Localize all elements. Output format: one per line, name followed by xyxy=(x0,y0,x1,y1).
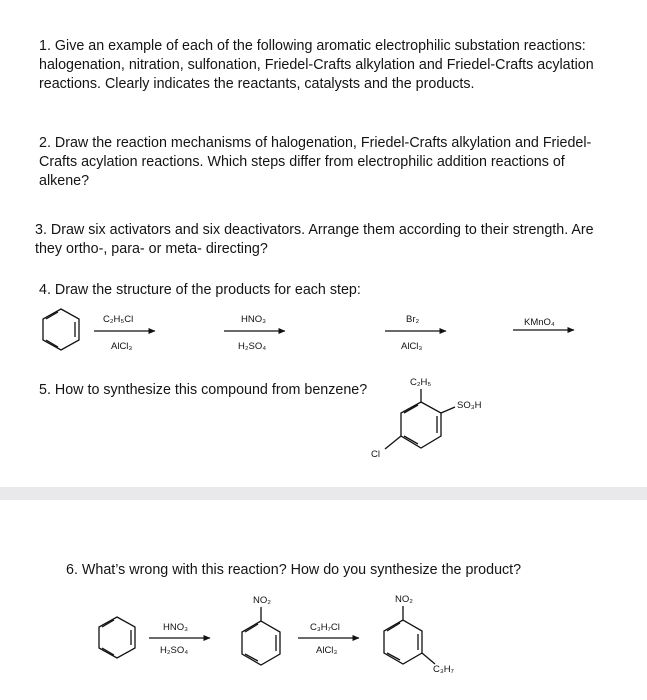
q5-sulfonic-acid-label: SO₃H xyxy=(457,400,482,411)
q6-product2-propyl-label: C₃H₇ xyxy=(433,664,454,675)
q6-product1-nitro-label: NO₂ xyxy=(253,595,271,606)
q6-step1-catalyst: H₂SO₄ xyxy=(160,645,189,656)
q4-step3-catalyst: AlCl₃ xyxy=(401,341,423,352)
q5-chloro-label: Cl xyxy=(371,449,380,460)
q4-step2-reagent: HNO₃ xyxy=(241,314,266,325)
question-4-text: 4. Draw the structure of the products for each step: xyxy=(39,282,361,298)
q6-step2-reagent: C₃H₇Cl xyxy=(310,622,340,633)
question-1-text: 1. Give an example of each of the following aromatic electrophilic substation reactions: halogenation, nitration, sulfonation, Friedel-Crafts alkylation and Friedel-Crafts acylation reactions. Clearly indicates the reactants, catalysts and the products. xyxy=(39,38,594,92)
q4-benzene-ring xyxy=(43,309,79,350)
q6-product-ring xyxy=(384,606,435,664)
question-5-text: 5. How to synthesize this compound from benzene? xyxy=(39,382,368,398)
q4-step3-reagent: Br₂ xyxy=(406,314,420,325)
q6-product2-nitro-label: NO₂ xyxy=(395,594,413,605)
q6-nitrobenzene-ring xyxy=(242,607,280,665)
q5-ethyl-label: C₂H₅ xyxy=(410,377,432,388)
question-6-text: 6. What’s wrong with this reaction? How do you synthesize the product? xyxy=(66,562,522,578)
question-3-text: 3. Draw six activators and six deactivators. Arrange them according to their strength. Are they ortho-, para- or meta- directing? xyxy=(35,222,594,257)
q4-step2-catalyst: H₂SO₄ xyxy=(238,341,267,352)
q4-step1-catalyst: AlCl₃ xyxy=(111,341,133,352)
question-2-text: 2. Draw the reaction mechanisms of halogenation, Friedel-Crafts alkylation and Friedel-Crafts acylation reactions. Which steps differ from electrophilic addition reactions of alkene? xyxy=(39,135,592,189)
q4-step4-reagent: KMnO₄ xyxy=(524,317,555,328)
q6-benzene-ring xyxy=(99,617,135,658)
q6-step2-catalyst: AlCl₃ xyxy=(316,645,338,656)
q6-step1-reagent: HNO₃ xyxy=(163,622,188,633)
q5-compound-ring xyxy=(385,389,455,449)
q4-step1-reagent: C₂H₅Cl xyxy=(103,314,134,325)
